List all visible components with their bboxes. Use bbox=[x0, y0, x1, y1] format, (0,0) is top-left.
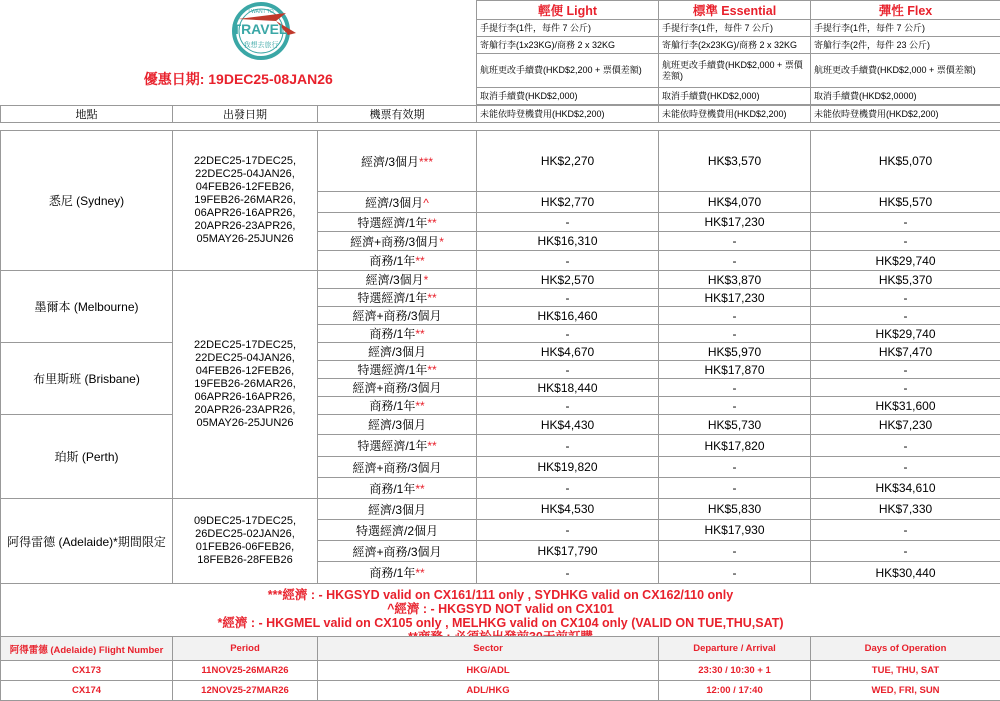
flight-period: 11NOV25-26MAR26 bbox=[173, 661, 318, 681]
price-flex: - bbox=[811, 307, 1000, 325]
price-light: HK$19,820 bbox=[477, 457, 659, 478]
flight-times: 12:00 / 17:40 bbox=[659, 681, 811, 701]
flight-number: CX174 bbox=[1, 681, 173, 701]
price-light: - bbox=[477, 251, 659, 271]
essential-cancel-fee: 取消手續費(HKD$2,000) bbox=[659, 88, 811, 105]
price-essential: HK$3,570 bbox=[659, 131, 811, 192]
period-line: 26DEC25-02JAN26, bbox=[195, 528, 295, 540]
product-name: 經濟/3個月 bbox=[360, 154, 419, 169]
dest-brisbane: 布里斯班 (Brisbane) bbox=[1, 343, 173, 415]
product-cell bbox=[318, 213, 477, 232]
product-mark: ** bbox=[427, 363, 437, 377]
product-cell bbox=[318, 435, 477, 457]
price-flex: HK$31,600 bbox=[811, 397, 1000, 415]
price-light: - bbox=[477, 289, 659, 307]
price-flex: - bbox=[811, 435, 1000, 457]
product-cell bbox=[318, 307, 477, 325]
travel-logo-icon bbox=[216, 1, 316, 63]
price-light: HK$4,670 bbox=[477, 343, 659, 361]
price-flex: - bbox=[811, 379, 1000, 397]
product-name: 商務/1年 bbox=[369, 399, 416, 413]
price-flex: HK$5,070 bbox=[811, 131, 1000, 192]
price-light: - bbox=[477, 520, 659, 541]
price-flex: HK$29,740 bbox=[811, 251, 1000, 271]
price-light: HK$16,460 bbox=[477, 307, 659, 325]
period-block-1 bbox=[173, 131, 318, 271]
price-light: - bbox=[477, 562, 659, 584]
period-line: 22DEC25-04JAN26, bbox=[195, 168, 295, 180]
price-essential: - bbox=[659, 307, 811, 325]
flight-period: 12NOV25-27MAR26 bbox=[173, 681, 318, 701]
period-line: 19FEB26-26MAR26, bbox=[194, 194, 296, 206]
flight-header-sector: Sector bbox=[318, 637, 659, 661]
product-cell bbox=[318, 343, 477, 361]
price-light: HK$18,440 bbox=[477, 379, 659, 397]
product-mark: * bbox=[423, 273, 429, 287]
price-essential: - bbox=[659, 232, 811, 251]
product-name: 商務/1年 bbox=[369, 566, 416, 580]
price-light: - bbox=[477, 397, 659, 415]
product-name: 經濟/3個月 bbox=[365, 273, 424, 287]
period-line: 01FEB26-06FEB26, bbox=[195, 541, 295, 553]
product-cell bbox=[318, 415, 477, 435]
period-line: 20APR26-23APR26, bbox=[194, 220, 296, 232]
period-block-2 bbox=[173, 271, 318, 499]
product-name: 經濟/3個月 bbox=[368, 345, 427, 359]
flight-header-times: Departure / Arrival bbox=[659, 637, 811, 661]
period-line: 06APR26-16APR26, bbox=[194, 391, 296, 403]
price-light: - bbox=[477, 213, 659, 232]
product-cell bbox=[318, 325, 477, 343]
product-cell bbox=[318, 562, 477, 584]
product-cell bbox=[318, 397, 477, 415]
product-name: 商務/1年 bbox=[369, 327, 416, 341]
header-location: 地點 bbox=[1, 106, 173, 123]
product-cell bbox=[318, 457, 477, 478]
product-cell bbox=[318, 232, 477, 251]
period-line: 09DEC25-17DEC25, bbox=[193, 515, 297, 527]
flight-header-days: Days of Operation bbox=[811, 637, 1000, 661]
flight-number: CX173 bbox=[1, 661, 173, 681]
product-name: 商務/1年 bbox=[369, 481, 416, 496]
price-light: HK$17,790 bbox=[477, 541, 659, 562]
tier-light-heading: 輕便 Light bbox=[477, 1, 659, 20]
price-flex: - bbox=[811, 457, 1000, 478]
price-light: HK$2,570 bbox=[477, 271, 659, 289]
flight-sector: HKG/ADL bbox=[318, 661, 659, 681]
product-mark: ** bbox=[427, 439, 437, 453]
logo-word: TRAVEL bbox=[232, 20, 287, 37]
price-flex: HK$7,470 bbox=[811, 343, 1000, 361]
product-mark: ** bbox=[415, 327, 425, 341]
product-name: 經濟+商務/3個月 bbox=[352, 309, 442, 323]
flex-noshow-fee: 未能依時登機費用(HKD$2,200) bbox=[811, 106, 1000, 123]
price-essential: HK$17,230 bbox=[659, 289, 811, 307]
price-flex: - bbox=[811, 289, 1000, 307]
price-light: - bbox=[477, 361, 659, 379]
note-line: ***經濟 : - HKGSYD valid on CX161/111 only , SYDHKG valid on CX162/110 only bbox=[267, 588, 734, 602]
note-line: *經濟 : - HKGMEL valid on CX105 only , MELHKG valid on CX104 only (VALID ON TUE,THU,SAT) bbox=[217, 616, 784, 630]
promo-dates: 優惠日期: 19DEC25-08JAN26 bbox=[143, 70, 333, 87]
header-period: 出發日期 bbox=[173, 106, 318, 123]
price-flex: HK$30,440 bbox=[811, 562, 1000, 584]
product-cell bbox=[318, 361, 477, 379]
price-essential: HK$4,070 bbox=[659, 192, 811, 213]
brand-area bbox=[1, 1, 477, 106]
product-mark: *** bbox=[419, 154, 434, 169]
flight-header-number: 阿得雷德 (Adelaide) Flight Number bbox=[1, 637, 173, 661]
product-name: 特選經濟/1年 bbox=[357, 215, 428, 230]
product-mark: ** bbox=[427, 215, 437, 230]
period-line: 05MAY26-25JUN26 bbox=[196, 417, 294, 429]
period-line: 20APR26-23APR26, bbox=[194, 404, 296, 416]
product-cell bbox=[318, 251, 477, 271]
price-flex: - bbox=[811, 361, 1000, 379]
product-name: 特選經濟/1年 bbox=[357, 291, 428, 305]
flex-carryon: 手提行李(1件，每件 7 公斤) bbox=[811, 20, 1000, 37]
price-essential: - bbox=[659, 251, 811, 271]
product-mark: ^ bbox=[423, 195, 429, 210]
product-mark: ** bbox=[427, 291, 437, 305]
product-name: 經濟+商務/3個月 bbox=[350, 234, 440, 249]
price-light: HK$16,310 bbox=[477, 232, 659, 251]
period-line: 18FEB26-28FEB26 bbox=[197, 554, 293, 566]
flight-days: TUE, THU, SAT bbox=[811, 661, 1000, 681]
price-flex: - bbox=[811, 541, 1000, 562]
period-line: 19FEB26-26MAR26, bbox=[194, 378, 296, 390]
price-light: HK$4,530 bbox=[477, 499, 659, 520]
product-name: 經濟/3個月 bbox=[368, 502, 427, 517]
price-essential: - bbox=[659, 562, 811, 584]
price-essential: - bbox=[659, 325, 811, 343]
price-essential: HK$5,970 bbox=[659, 343, 811, 361]
price-essential: HK$5,830 bbox=[659, 499, 811, 520]
light-cancel-fee: 取消手續費(HKD$2,000) bbox=[477, 88, 659, 105]
product-mark: ** bbox=[415, 481, 425, 496]
price-light: HK$4,430 bbox=[477, 415, 659, 435]
price-essential: - bbox=[659, 541, 811, 562]
dest-sydney: 悉尼 (Sydney) bbox=[1, 131, 173, 271]
product-cell bbox=[318, 192, 477, 213]
price-essential: HK$5,730 bbox=[659, 415, 811, 435]
product-cell bbox=[318, 271, 477, 289]
product-mark: ** bbox=[415, 566, 425, 580]
period-line: 04FEB26-12FEB26, bbox=[195, 181, 295, 193]
price-essential: - bbox=[659, 379, 811, 397]
product-name: 經濟/3個月 bbox=[368, 418, 427, 432]
flight-days: WED, FRI, SUN bbox=[811, 681, 1000, 701]
light-noshow-fee: 未能依時登機費用(HKD$2,200) bbox=[477, 106, 659, 123]
product-cell bbox=[318, 131, 477, 192]
price-flex: HK$34,610 bbox=[811, 478, 1000, 499]
price-flex: HK$5,370 bbox=[811, 271, 1000, 289]
dest-adelaide: 阿得雷德 (Adelaide)*期間限定 bbox=[1, 499, 173, 584]
light-change-fee: 航班更改手續費(HKD$2,200 + 票價差額) bbox=[477, 54, 659, 88]
period-line: 22DEC25-04JAN26, bbox=[195, 352, 295, 364]
product-name: 經濟+商務/3個月 bbox=[352, 381, 442, 395]
price-flex: HK$7,330 bbox=[811, 499, 1000, 520]
tier-essential-heading: 標準 Essential bbox=[659, 1, 811, 20]
essential-noshow-fee: 未能依時登機費用(HKD$2,200) bbox=[659, 106, 811, 123]
header-validity: 機票有效期 bbox=[318, 106, 477, 123]
product-cell bbox=[318, 541, 477, 562]
flight-table bbox=[0, 636, 1000, 701]
essential-carryon: 手提行李(1件，每件 7 公斤) bbox=[659, 20, 811, 37]
product-mark: * bbox=[439, 234, 444, 249]
product-name: 經濟+商務/3個月 bbox=[352, 544, 442, 559]
light-checked: 寄艙行李(1x23KG)/商務 2 x 32KG bbox=[477, 37, 659, 54]
product-name: 特選經濟/2個月 bbox=[356, 523, 439, 538]
dest-perth: 珀斯 (Perth) bbox=[1, 415, 173, 499]
price-light: - bbox=[477, 435, 659, 457]
flight-sector: ADL/HKG bbox=[318, 681, 659, 701]
price-flex: HK$29,740 bbox=[811, 325, 1000, 343]
logo-subtext: 我想去旅行 bbox=[243, 40, 278, 49]
price-essential: HK$17,820 bbox=[659, 435, 811, 457]
price-essential: - bbox=[659, 457, 811, 478]
tier-flex-heading: 彈性 Flex bbox=[811, 1, 1000, 20]
price-essential: HK$17,870 bbox=[659, 361, 811, 379]
price-flex: HK$5,570 bbox=[811, 192, 1000, 213]
note-line: ^經濟 : - HKGSYD NOT valid on CX101 bbox=[387, 602, 614, 616]
product-name: 經濟/3個月 bbox=[365, 195, 424, 210]
period-line: 05MAY26-25JUN26 bbox=[196, 233, 294, 245]
product-mark: ** bbox=[415, 399, 425, 413]
logo-top-text: I WANT TO bbox=[247, 8, 274, 15]
price-flex: - bbox=[811, 232, 1000, 251]
product-name: 商務/1年 bbox=[369, 254, 416, 268]
period-line: 22DEC25-17DEC25, bbox=[193, 155, 297, 167]
product-name: 特選經濟/1年 bbox=[357, 439, 428, 453]
price-flex: HK$7,230 bbox=[811, 415, 1000, 435]
product-mark: ** bbox=[415, 254, 425, 268]
product-name: 特選經濟/1年 bbox=[357, 363, 428, 377]
price-flex: - bbox=[811, 213, 1000, 232]
dest-melbourne: 墨爾本 (Melbourne) bbox=[1, 271, 173, 343]
price-essential: HK$17,930 bbox=[659, 520, 811, 541]
price-light: HK$2,270 bbox=[477, 131, 659, 192]
product-cell bbox=[318, 379, 477, 397]
period-line: 06APR26-16APR26, bbox=[194, 207, 296, 219]
price-light: - bbox=[477, 478, 659, 499]
product-cell bbox=[318, 520, 477, 541]
period-line: 22DEC25-17DEC25, bbox=[193, 339, 297, 351]
period-block-3 bbox=[173, 499, 318, 584]
product-cell bbox=[318, 289, 477, 307]
flight-header-period: Period bbox=[173, 637, 318, 661]
essential-change-fee: 航班更改手續費(HKD$2,000 + 票價差額) bbox=[659, 54, 811, 88]
flex-checked: 寄艙行李(2件，每件 23 公斤) bbox=[811, 37, 1000, 54]
price-essential: HK$17,230 bbox=[659, 213, 811, 232]
flight-times: 23:30 / 10:30 + 1 bbox=[659, 661, 811, 681]
flex-change-fee: 航班更改手續費(HKD$2,000 + 票價差額) bbox=[811, 54, 1000, 88]
product-name: 經濟+商務/3個月 bbox=[352, 460, 442, 475]
price-light: - bbox=[477, 325, 659, 343]
price-essential: - bbox=[659, 397, 811, 415]
essential-checked: 寄艙行李(2x23KG)/商務 2 x 32KG bbox=[659, 37, 811, 54]
period-line: 04FEB26-12FEB26, bbox=[195, 365, 295, 377]
product-cell bbox=[318, 499, 477, 520]
price-essential: - bbox=[659, 478, 811, 499]
price-essential: HK$3,870 bbox=[659, 271, 811, 289]
price-flex: - bbox=[811, 520, 1000, 541]
price-light: HK$2,770 bbox=[477, 192, 659, 213]
product-cell bbox=[318, 478, 477, 499]
flex-cancel-fee: 取消手續費(HKD$2,0000) bbox=[811, 88, 1000, 105]
light-carryon: 手提行李(1件，每件 7 公斤) bbox=[477, 20, 659, 37]
